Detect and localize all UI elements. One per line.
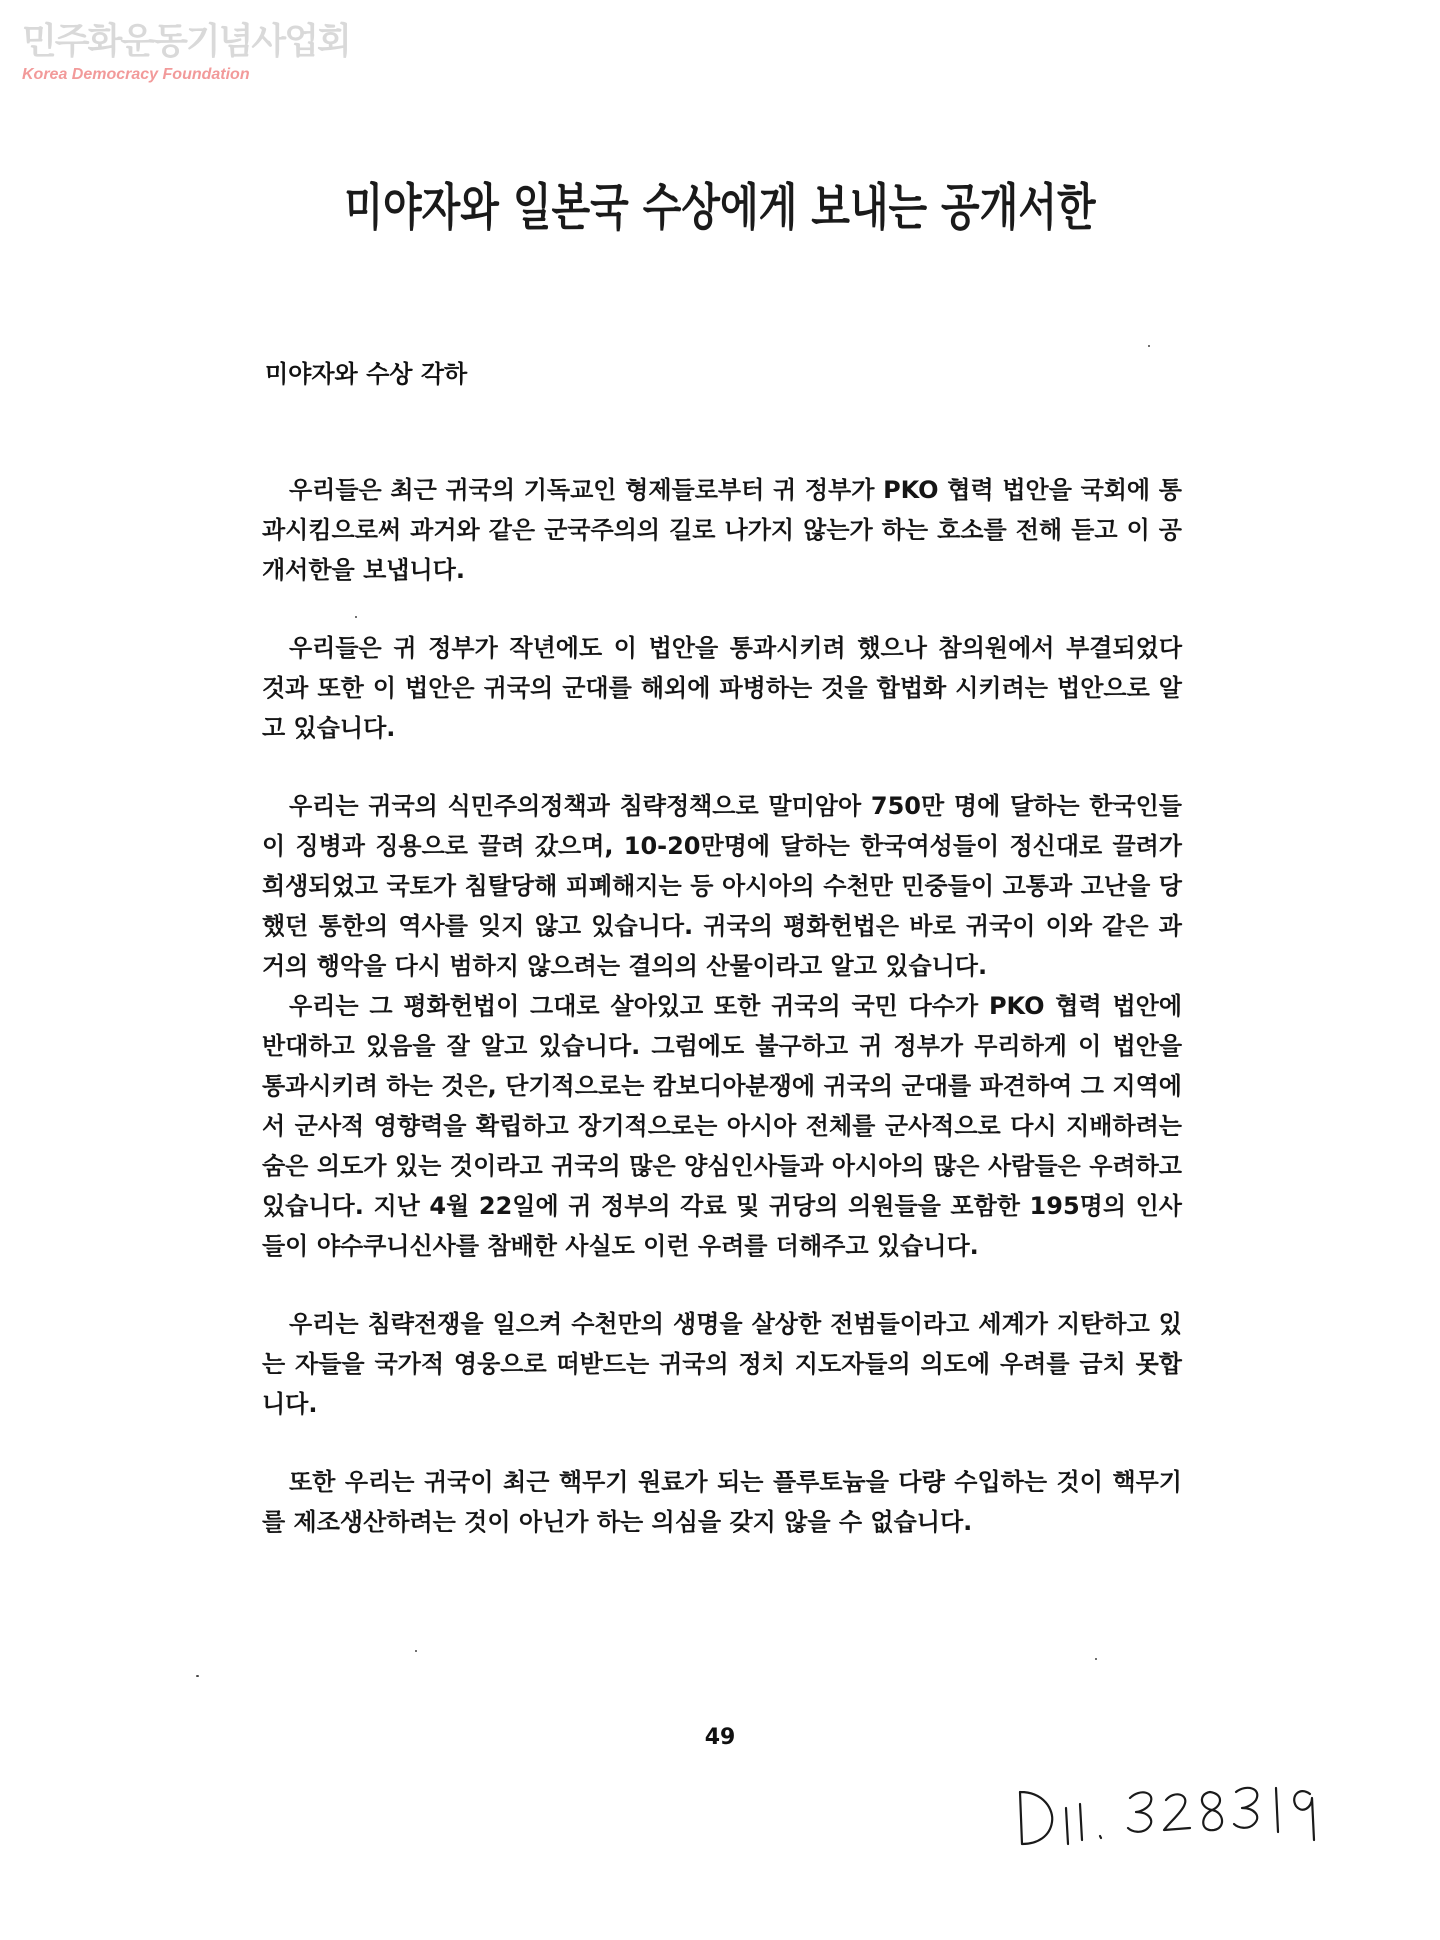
watermark-korean-text: 민주화운동기념사업회 [22,21,350,62]
document-title: 미야자와 일본국 수상에게 보내는 공개서한 [344,179,1096,237]
salutation: 미야자와 수상 각하 [265,360,468,388]
letter-body [262,470,1182,1542]
handwritten-archive-number-text [1010,1770,1017,1771]
paragraph-1: 우리들은 최근 귀국의 기독교인 형제들로부터 귀 정부가 PKO 협력 법안을 국회에 통과시킴으로써 과거와 같은 군국주의의 길로 나가지 않는가 하는 호소를 전해 듣고 이 공개서한을 보냅니다. [262,476,1182,584]
scan-speck [1095,1658,1097,1660]
paragraph-6: 또한 우리는 귀국이 최근 핵무기 원료가 되는 플루토늄을 다량 수입하는 것이 핵무기를 제조생산하려는 것이 아닌가 하는 의심을 갖지 않을 수 없습니다. [262,1468,1182,1536]
handwritten-archive-number [1010,1770,1330,1860]
watermark-logo [22,21,350,84]
paragraph-4: 우리는 그 평화헌법이 그대로 살아있고 또한 귀국의 국민 다수가 PKO 협력 법안에 반대하고 있음을 잘 알고 있습니다. 그럼에도 불구하고 귀 정부가 무리하게 이 법안을 통과시키려 하는 것은, 단기적으로는 캄보디아분쟁에 귀국의 군대를 파견하여 그 지역에서 군사적 영향력을 확립하고 장기적으로는 아시아 전체를 군사적으로 다시 지배하려는 숨은 의도가 있는 것이라고 귀국의 많은 양심인사들과 아시아의 많은 사람들은 우려하고 있습니다. 지난 4월 22일에 귀 정부의 각료 및 귀당의 의원들을 포함한 195명의 인사들이 야수쿠니신사를 참배한 사실도 이런 우려를 더해주고 있습니다. [262,992,1182,1260]
watermark-english-text: Korea Democracy Foundation [22,66,250,83]
scan-speck [355,616,357,618]
scan-speck [196,1675,199,1677]
page-number: 49 [704,1725,736,1750]
scan-speck [415,1650,417,1652]
scan-speck [1148,345,1150,347]
paragraph-2: 우리들은 귀 정부가 작년에도 이 법안을 통과시키려 했으나 참의원에서 부결되었다 것과 또한 이 법안은 귀국의 군대를 해외에 파병하는 것을 합법화 시키려는 법안으로 알고 있습니다. [262,634,1182,742]
handwritten-archive-number-drawing [1010,1770,1330,1860]
paragraph-5: 우리는 침략전쟁을 일으켜 수천만의 생명을 살상한 전범들이라고 세계가 지탄하고 있는 자들을 국가적 영웅으로 떠받드는 귀국의 정치 지도자들의 의도에 우려를 금치 못합니다. [262,1310,1182,1418]
paragraph-3: 우리는 귀국의 식민주의정책과 침략정책으로 말미암아 750만 명에 달하는 한국인들이 징병과 징용으로 끌려 갔으며, 10-20만명에 달하는 한국여성들이 정신대로 끌려가 희생되었고 국토가 침탈당해 피폐해지는 등 아시아의 수천만 민중들이 고통과 고난을 당했던 통한의 역사를 잊지 않고 있습니다. 귀국의 평화헌법은 바로 귀국이 이와 같은 과거의 행악을 다시 범하지 않으려는 결의의 산물이라고 알고 있습니다. [262,792,1182,980]
